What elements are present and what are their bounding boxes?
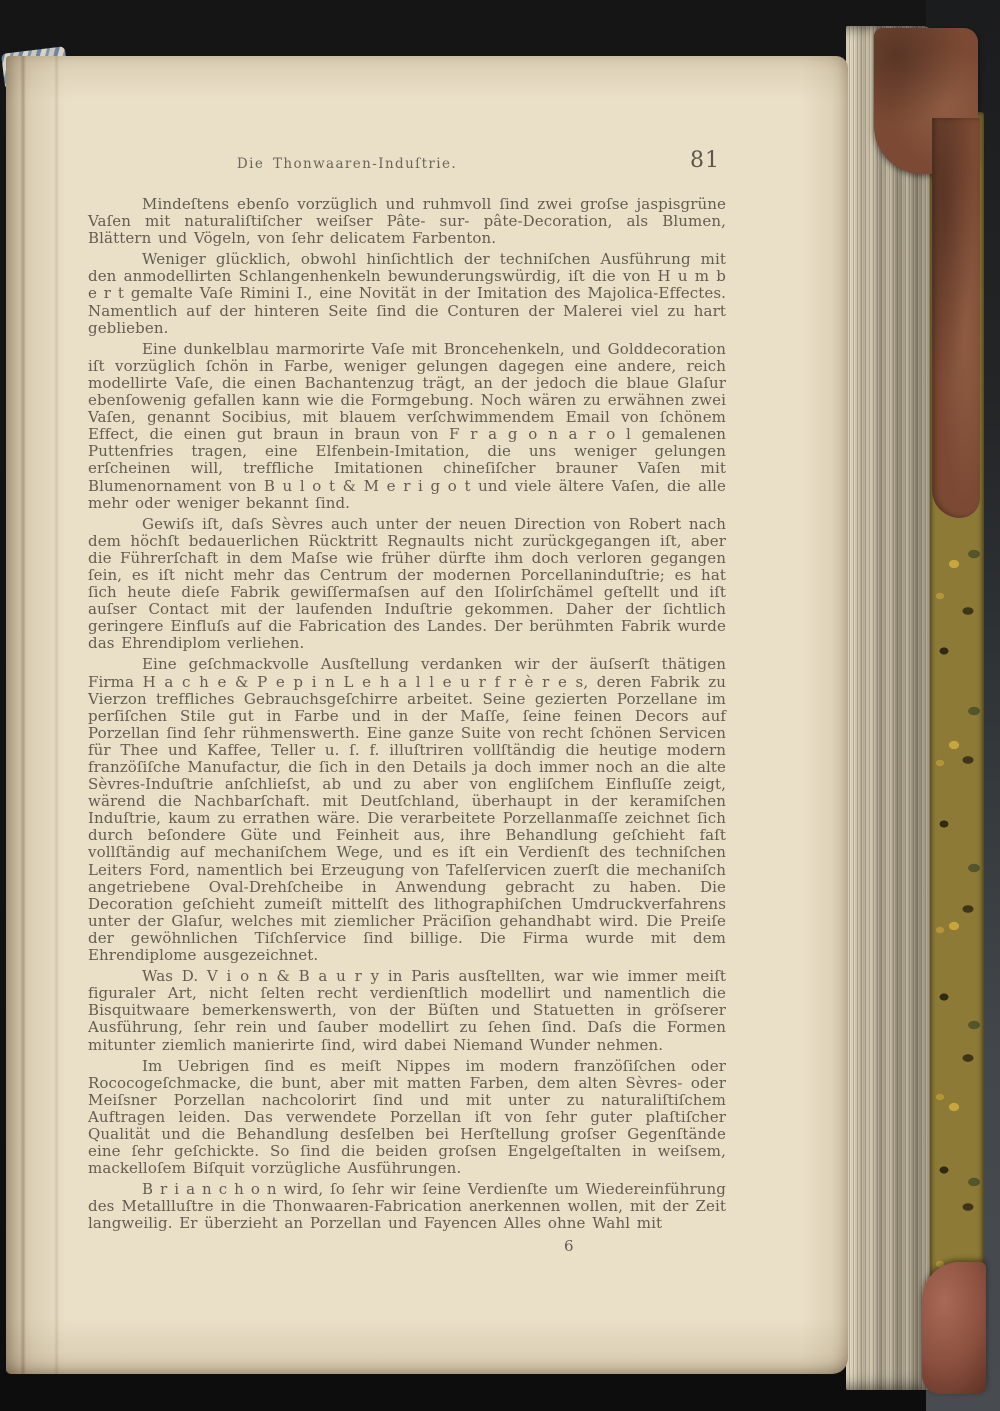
- signature-mark: 6: [564, 1236, 574, 1255]
- body-paragraph: Eine geſchmackvolle Ausſtellung verdanken wir der äuſserſt thätigen Firma H a c h e & P e p i n L e h a l l e u r f r è r e s, deren Fabrik zu Vierzon treffliches Gebrauchsgeſchirre arbeitet. Seine gezierten Porzellane im perſiſchen Stile gut in Farbe und in der Maſſe, ſeine feinen Decors auf Porzellan ſind ſehr rühmenswerth. Eine ganze Suite von recht ſchönen Servicen für Thee und Kaffee, Teller u. ſ. f. illuſtriren vollſtändig die heutige modern franzöſiſche Manufactur, die ſich in den Details ja doch immer noch an die alte Sèvres-Induſtrie anſchlieſst, ab und zu aber von engliſchem Einfluſſe zeigt, wärend die Nachbarſchaft. mit Deutſchland, überhaupt in der keramiſchen Induſtrie, kaum zu errathen wäre. Die verarbeitete Porzellanmaſſe zeichnet ſich durch beſondere Güte und Feinheit aus, ihre Behandlung geſchieht faſt vollſtändig auf mechaniſchem Wege, und es iſt ein Verdienſt des techniſchen Leiters Ford, namentlich bei Erzeugung von Tafelſervicen zuerſt die mechaniſch angetriebene Oval-Drehſcheibe in Anwendung gebracht zu haben. Die Decoration geſchieht zumeiſt mittelſt des lithographiſchen Umdruckverfahrens unter der Glaſur, welches mit ziemlicher Präciſion gehandhabt wird. Die Preiſe der gewöhnlichen Tiſchſervice ſind billige. Die Firma wurde mit dem Ehrendiplome ausgezeichnet.: [88, 655, 726, 965]
- gutter-crease: [20, 56, 26, 1374]
- book-page: [6, 56, 848, 1374]
- body-paragraph: Weniger glücklich, obwohl hinſichtlich der techniſchen Ausführung mit den anmodellirten Schlangenhenkeln bewunderungswürdig, iſt die von H u m b e r t gemalte Vaſe Rimini I., eine Novität in der Imitation des Majolica-Effectes. Namentlich auf der hinteren Seite ſind die Conturen der Malerei viel zu hart geblieben.: [88, 250, 726, 337]
- leather-spine-strip: [932, 118, 980, 518]
- running-header: [88, 148, 726, 190]
- body-paragraph: Eine dunkelblau marmorirte Vaſe mit Broncehenkeln, und Golddecoration iſt vorzüglich ſchön in Farbe, weniger gelungen dagegen eine andere, reich modellirte Vaſe, die einen Bachantenzug trägt, an der jedoch die blaue Glaſur ebenſowenig gefallen kann wie die Formgebung. Noch wären zu erwähnen zwei Vaſen, genannt Socibius, mit blauem verſchwimmendem Email von ſchönem Effect, die einen gut braun in braun von F r a g o n a r o l gemalenen Puttenfries tragen, eine Elfenbein-Imitation, die uns weniger gelungen erſcheinen will, treffliche Imitationen chineſiſcher brauner Vaſen mit Blumenornament von B u l o t & M e r i g o t und viele ältere Vaſen, die alle mehr oder weniger bekannt ſind.: [88, 339, 726, 512]
- body-paragraph: B r i a n c h o n wird, ſo ſehr wir ſeine Verdienſte um Wiedereinführung des Metallluſtre in die Thonwaaren-Fabrication anerkennen wollen, mit der Zeit langweilig. Er überzieht an Porzellan und Fayencen Alles ohne Wahl mit: [88, 1180, 726, 1233]
- leather-corner-bottom: [922, 1262, 986, 1394]
- body-paragraph: Was D. V i o n & B a u r y in Paris ausſtellten, war wie immer meiſt figuraler Art, nicht ſelten recht verdienſtlich modellirt und namentlich die Bisquitwaare bemerkenswerth, von der Büſten und Statuetten in gröſserer Ausführung, ſehr rein und ſauber modellirt zu ſehen ſind. Daſs die Formen mitunter ziemlich manierirte ſind, wird dabei Niemand Wunder nehmen.: [88, 967, 726, 1054]
- text-column: [88, 148, 726, 1255]
- page-body: [88, 196, 726, 1233]
- page-fold-line: [54, 56, 59, 1374]
- body-paragraph: Im Uebrigen ſind es meiſt Nippes im modern franzöſiſchen oder Rococogeſchmacke, die bunt, aber mit matten Farben, dem alten Sèvres- oder Meiſsner Porzellan nachcolorirt ſind und mit unter zu naturaliſtiſchem Auftragen leiden. Das verwendete Porzellan iſt von ſehr guter plaſtiſcher Qualität und die Behandlung desſelben bei Herſtellung groſser Gegenſtände eine ſehr geſchickte. So ſind die beiden groſsen Engelgeſtalten in weiſsem, mackelloſem Biſquit vorzügliche Ausführungen.: [88, 1056, 726, 1178]
- body-paragraph: Gewiſs iſt, daſs Sèvres auch unter der neuen Direction von Robert nach dem höchſt bedauerlichen Rücktritt Regnaults nicht zurückgegangen iſt, aber die Führerſchaft in dem Maſse wie früher dürfte ihm doch verloren gegangen ſein, es iſt nicht mehr das Centrum der modernen Porcellaninduſtrie; es hat ſich heute dieſe Fabrik gewiſſermaſsen auf den Iſolirſchämel geſtellt und iſt auſser Contact mit der laufenden Induſtrie gekommen. Daher der ſichtlich geringere Einfluſs auf die Fabrication des Landes. Der berühmten Fabrik wurde das Ehrendiplom verliehen.: [88, 514, 726, 653]
- page-fore-edge: [846, 26, 936, 1390]
- body-paragraph: Mindeſtens ebenſo vorzüglich und ruhmvoll ſind zwei groſse jaspisgrüne Vaſen mit naturaliſtiſcher weiſser Pâte- sur- pâte-Decoration, als Blumen, Blättern und Vögeln, von ſehr delicatem Farbenton.: [88, 195, 726, 248]
- page-number: 81: [690, 148, 720, 173]
- running-header-title: Die Thonwaaren-Induſtrie.: [236, 156, 458, 172]
